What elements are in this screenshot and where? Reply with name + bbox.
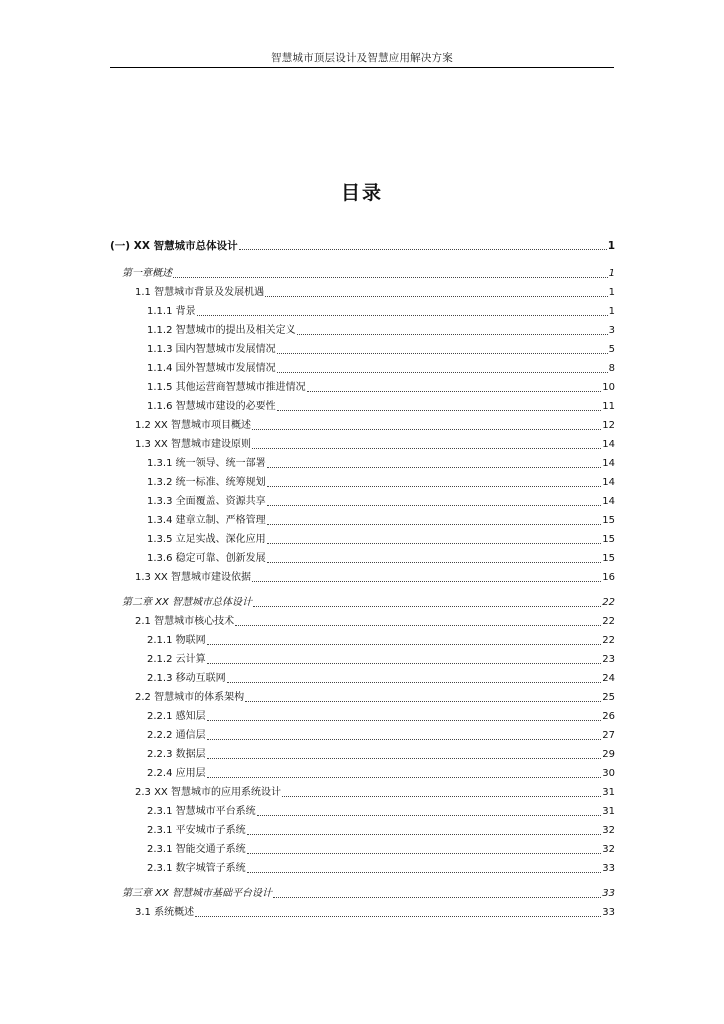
toc-entry-section[interactable] bbox=[135, 613, 615, 629]
toc-page-number: 1 bbox=[608, 268, 615, 279]
toc-entry-section[interactable] bbox=[135, 689, 615, 705]
toc-label: 2.3.1 智能交通子系统 bbox=[147, 844, 246, 855]
toc-page-number: 1 bbox=[608, 306, 615, 317]
toc-label: 1.1.2 智慧城市的提出及相关定义 bbox=[147, 325, 296, 336]
toc-page-number: 24 bbox=[602, 673, 615, 684]
toc-page-number: 15 bbox=[602, 553, 615, 564]
toc-label: 1.3 XX 智慧城市建设原则 bbox=[135, 439, 251, 450]
toc-page-number: 14 bbox=[602, 439, 615, 450]
toc-entry-subsection[interactable] bbox=[147, 322, 615, 338]
toc-entry-subsection[interactable] bbox=[147, 303, 615, 319]
toc-label: 1.3.5 立足实战、深化应用 bbox=[147, 534, 266, 545]
toc-entry-section[interactable] bbox=[135, 417, 615, 433]
toc-label: 1.3 XX 智慧城市建设依据 bbox=[135, 572, 251, 583]
toc-page-number: 10 bbox=[602, 382, 615, 393]
toc-label: 2.2.2 通信层 bbox=[147, 730, 206, 741]
toc-page-number: 33 bbox=[602, 888, 615, 899]
toc-label: 2.1 智慧城市核心技术 bbox=[135, 616, 235, 627]
toc-entry-chapter[interactable] bbox=[122, 885, 615, 901]
toc-label: 2.3.1 平安城市子系统 bbox=[147, 825, 246, 836]
toc-label: 1.1 智慧城市背景及发展机遇 bbox=[135, 287, 265, 298]
toc-label: 1.1.1 背景 bbox=[147, 306, 196, 317]
toc-entry-subsection[interactable] bbox=[147, 550, 615, 566]
toc-label: 2.3.1 智慧城市平台系统 bbox=[147, 806, 256, 817]
toc-page-number: 31 bbox=[602, 787, 615, 798]
toc-entry-chapter[interactable] bbox=[122, 265, 615, 281]
toc-page-number: 14 bbox=[602, 458, 615, 469]
toc-page-number: 1 bbox=[607, 240, 615, 252]
toc-page-number: 30 bbox=[602, 768, 615, 779]
toc-page-number: 27 bbox=[602, 730, 615, 741]
toc-entry-subsection[interactable] bbox=[147, 455, 615, 471]
toc-page-number: 1 bbox=[608, 287, 615, 298]
toc-entry-subsection[interactable] bbox=[147, 841, 615, 857]
toc-page-number: 29 bbox=[602, 749, 615, 760]
toc-label: 2.2 智慧城市的体系架构 bbox=[135, 692, 245, 703]
toc-entry-section[interactable] bbox=[135, 784, 615, 800]
toc-label: 2.2.1 感知层 bbox=[147, 711, 206, 722]
toc-page-number: 32 bbox=[602, 825, 615, 836]
toc-entry-subsection[interactable] bbox=[147, 860, 615, 876]
toc-entry-subsection[interactable] bbox=[147, 379, 615, 395]
toc-page-number: 14 bbox=[602, 496, 615, 507]
toc-label: 1.1.5 其他运营商智慧城市推进情况 bbox=[147, 382, 306, 393]
toc-label: 1.3.3 全面覆盖、资源共享 bbox=[147, 496, 266, 507]
toc-page-number: 22 bbox=[602, 616, 615, 627]
toc-page-number: 25 bbox=[602, 692, 615, 703]
header-rule bbox=[110, 67, 614, 68]
toc-label: (一) XX 智慧城市总体设计 bbox=[110, 240, 238, 252]
toc-entry-subsection[interactable] bbox=[147, 803, 615, 819]
toc-label: 2.1.1 物联网 bbox=[147, 635, 206, 646]
toc-entry-subsection[interactable] bbox=[147, 765, 615, 781]
toc-entry-subsection[interactable] bbox=[147, 398, 615, 414]
toc-entry-subsection[interactable] bbox=[147, 651, 615, 667]
toc-page-number: 8 bbox=[608, 363, 615, 374]
toc-page-number: 31 bbox=[602, 806, 615, 817]
toc-page-number: 12 bbox=[602, 420, 615, 431]
toc-entry-section[interactable] bbox=[135, 569, 615, 585]
toc-label: 1.1.3 国内智慧城市发展情况 bbox=[147, 344, 276, 355]
toc-page-number: 33 bbox=[602, 907, 615, 918]
toc-label: 1.3.1 统一领导、统一部署 bbox=[147, 458, 266, 469]
toc-page-number: 33 bbox=[602, 863, 615, 874]
toc-entry-subsection[interactable] bbox=[147, 822, 615, 838]
toc-page-number: 16 bbox=[602, 572, 615, 583]
toc-label: 2.1.3 移动互联网 bbox=[147, 673, 226, 684]
toc-label: 1.1.4 国外智慧城市发展情况 bbox=[147, 363, 276, 374]
toc-entry-subsection[interactable] bbox=[147, 531, 615, 547]
toc-label: 1.2 XX 智慧城市项目概述 bbox=[135, 420, 251, 431]
toc-label: 2.1.2 云计算 bbox=[147, 654, 206, 665]
toc-entry-subsection[interactable] bbox=[147, 670, 615, 686]
toc-entry-subsection[interactable] bbox=[147, 512, 615, 528]
toc-entry-subsection[interactable] bbox=[147, 708, 615, 724]
toc-entry-subsection[interactable] bbox=[147, 474, 615, 490]
toc-page-number: 15 bbox=[602, 515, 615, 526]
toc-page-number: 26 bbox=[602, 711, 615, 722]
toc-label: 1.3.2 统一标准、统筹规划 bbox=[147, 477, 266, 488]
toc-page-number: 32 bbox=[602, 844, 615, 855]
toc-page-number: 14 bbox=[602, 477, 615, 488]
toc-label: 第一章概述 bbox=[122, 268, 172, 279]
toc-entry-subsection[interactable] bbox=[147, 727, 615, 743]
toc-entry-subsection[interactable] bbox=[147, 341, 615, 357]
toc-entry-section[interactable] bbox=[135, 284, 615, 300]
toc-entry-subsection[interactable] bbox=[147, 632, 615, 648]
toc-label: 1.1.6 智慧城市建设的必要性 bbox=[147, 401, 276, 412]
toc-title: 目录 bbox=[340, 182, 383, 204]
toc-entry-subsection[interactable] bbox=[147, 493, 615, 509]
toc-page-number: 15 bbox=[602, 534, 615, 545]
toc-entry-section[interactable] bbox=[135, 904, 615, 920]
toc-label: 2.2.4 应用层 bbox=[147, 768, 206, 779]
toc-label: 1.3.6 稳定可靠、创新发展 bbox=[147, 553, 266, 564]
toc-page-number: 3 bbox=[608, 325, 615, 336]
toc-page-number: 11 bbox=[602, 401, 615, 412]
toc-page-number: 23 bbox=[602, 654, 615, 665]
toc-label: 2.3 XX 智慧城市的应用系统设计 bbox=[135, 787, 281, 798]
toc-label: 第二章 XX 智慧城市总体设计 bbox=[122, 597, 253, 608]
toc-entry-subsection[interactable] bbox=[147, 360, 615, 376]
toc-page-number: 22 bbox=[602, 597, 615, 608]
toc-page-number: 22 bbox=[602, 635, 615, 646]
page-header: 智慧城市顶层设计及智慧应用解决方案 bbox=[271, 52, 453, 64]
toc-label: 2.3.1 数字城管子系统 bbox=[147, 863, 246, 874]
toc-entry-subsection[interactable] bbox=[147, 746, 615, 762]
toc-label: 3.1 系统概述 bbox=[135, 907, 195, 918]
toc-label: 2.2.3 数据层 bbox=[147, 749, 206, 760]
toc-label: 1.3.4 建章立制、严格管理 bbox=[147, 515, 266, 526]
toc-label: 第三章 XX 智慧城市基础平台设计 bbox=[122, 888, 273, 899]
toc-entry-part[interactable] bbox=[110, 237, 615, 253]
toc-entry-chapter[interactable] bbox=[122, 594, 615, 610]
toc-entry-section[interactable] bbox=[135, 436, 615, 452]
toc-page-number: 5 bbox=[608, 344, 615, 355]
